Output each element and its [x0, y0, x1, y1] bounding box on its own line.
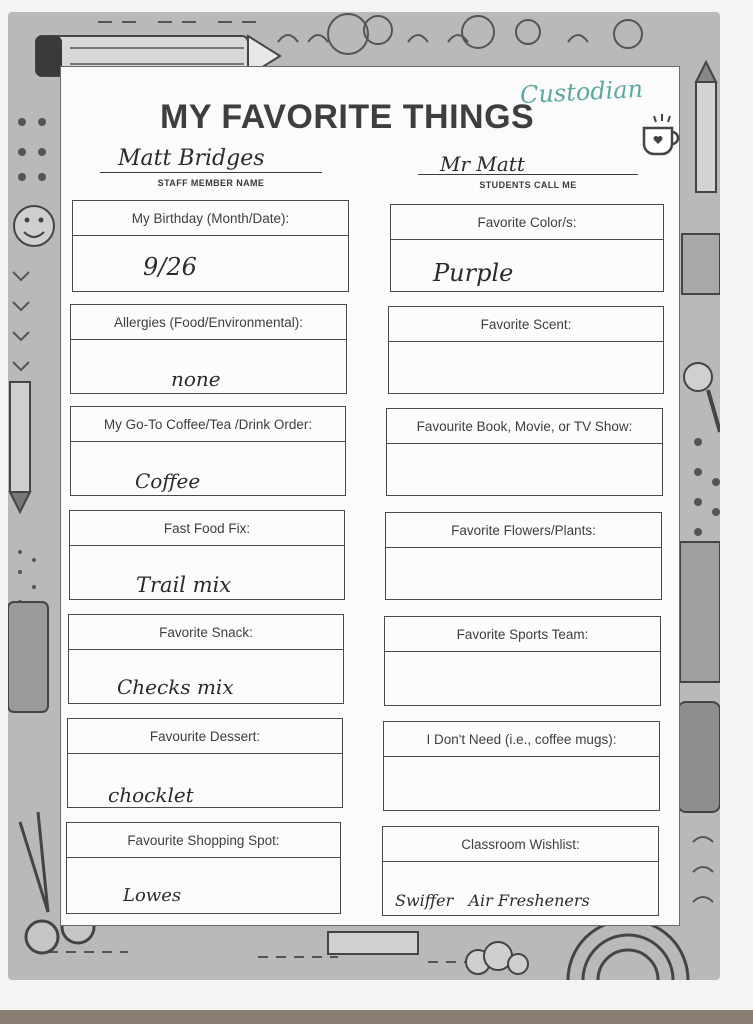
field-label: Favorite Color/s:: [391, 205, 663, 240]
magnifier-icon: [684, 363, 720, 432]
field-label: Fast Food Fix:: [70, 511, 344, 546]
students-call-value: Mr Matt: [440, 152, 525, 176]
field-answer: Coffee: [135, 469, 201, 493]
rainbow-icon: [568, 920, 688, 980]
field-answer: Trail mix: [136, 573, 232, 597]
field-dont-need: [383, 721, 660, 811]
role-note: Custodian: [519, 74, 644, 110]
field-classroom-wishlist: [382, 826, 659, 916]
field-label: My Go-To Coffee/Tea /Drink Order:: [71, 407, 345, 442]
field-color: [390, 204, 664, 292]
field-snack: [68, 614, 344, 704]
field-answer: Checks mix: [117, 675, 234, 699]
cloud-icon: [466, 942, 528, 974]
field-label: Favorite Flowers/Plants:: [386, 513, 661, 548]
page-title: MY FAVORITE THINGS: [160, 98, 535, 136]
field-label: Favourite Book, Movie, or TV Show:: [387, 409, 662, 444]
field-label: Favorite Snack:: [69, 615, 343, 650]
smiley-icon: [14, 206, 54, 246]
field-shopping-spot: [66, 822, 341, 914]
field-label: My Birthday (Month/Date):: [73, 201, 348, 236]
students-call-line: [418, 174, 638, 175]
staff-name-line: [100, 172, 322, 173]
field-answer: Purple: [433, 259, 514, 287]
field-answer: Swiffer Air Fresheners: [395, 891, 590, 910]
field-label: Classroom Wishlist:: [383, 827, 658, 862]
field-label: Favourite Dessert:: [68, 719, 342, 754]
students-call-caption: STUDENTS CALL ME: [479, 180, 577, 190]
field-allergies: [70, 304, 347, 394]
field-label: Favorite Sports Team:: [385, 617, 660, 652]
field-label: Favourite Shopping Spot:: [67, 823, 340, 858]
field-answer: Lowes: [123, 885, 182, 906]
field-dessert: [67, 718, 343, 808]
field-scent: [388, 306, 664, 394]
field-answer: none: [171, 367, 221, 391]
field-birthday: [72, 200, 349, 292]
field-book-movie-show: [386, 408, 663, 496]
field-label: I Don't Need (i.e., coffee mugs):: [384, 722, 659, 757]
field-sports-team: [384, 616, 661, 706]
field-fast-food: [69, 510, 345, 600]
coffee-cup-icon: [636, 110, 686, 160]
field-label: Allergies (Food/Environmental):: [71, 305, 346, 340]
staff-name-value: Matt Bridges: [118, 146, 265, 171]
field-flowers-plants: [385, 512, 662, 600]
field-drink-order: [70, 406, 346, 496]
field-answer: 9/26: [143, 253, 197, 281]
staff-name-caption: STAFF MEMBER NAME: [157, 178, 265, 188]
field-answer: chocklet: [108, 783, 194, 807]
field-label: Favorite Scent:: [389, 307, 663, 342]
